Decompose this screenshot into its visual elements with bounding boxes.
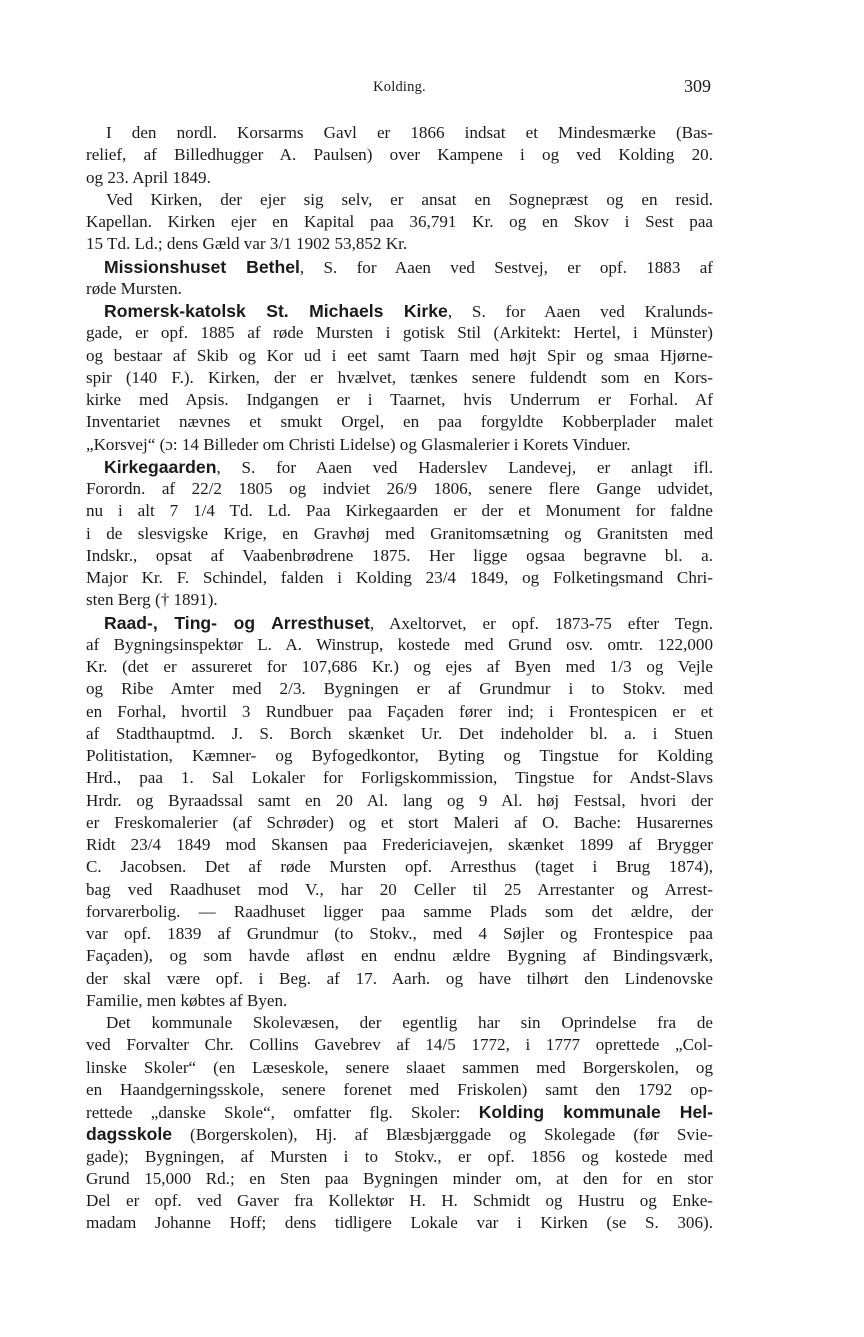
section-heading: Kolding kommunale Hel-: [478, 1102, 713, 1122]
text-line: 15 Td. Ld.; dens Gæld var 3/1 1902 53,852 Kr.: [86, 234, 408, 254]
text-run: , S. for Aaen ved Haderslev Landevej, er anlagt ifl.: [216, 457, 713, 477]
text-line: Inventariet nævnes et smukt Orgel, en paa forgyldte Kobberplader malet: [86, 412, 713, 432]
text-line: kirke med Apsis. Indgangen er i Taarnet, hvis Underrum er Forhal. Af: [86, 390, 713, 409]
text-line: Familie, men købtes af Byen.: [86, 990, 288, 1010]
text-line: relief, af Billedhugger A. Paulsen) over Kampene i og ved Kolding 20.: [86, 145, 713, 165]
text-line: røde Mursten.: [86, 278, 182, 298]
text-line: madam Johanne Hoff; dens tidligere Lokale var i Kirken (se S. 306).: [86, 1213, 713, 1233]
page-number: 309: [684, 76, 711, 96]
text-line: Major Kr. F. Schindel, falden i Kolding 23/4 1849, og Folketingsmand Chri-: [86, 568, 713, 587]
text-line: Façaden), og som havde afløst en endnu ældre Bygning af Bindingsværk,: [86, 946, 713, 966]
text-line: Indskr., opsat af Vaabenbrødrene 1875. Her ligge ogsaa begravne bl. a.: [86, 545, 713, 565]
text-line: [86, 256, 713, 278]
text-line: bag ved Raadhuset mod V., har 20 Celler til 25 Arrestanter og Arrest-: [86, 879, 713, 899]
text-line: gade); Bygningen, af Mursten i to Stokv., er opf. 1856 og kostede med: [86, 1146, 713, 1166]
text-line: Hrd., paa 1. Sal Lokaler for Forligskommission, Tingstue for Andst-Slavs: [86, 768, 713, 788]
text-line: „Korsvej“ (ɔ: 14 Billeder om Christi Lidelse) og Glasmalerier i Korets Vinduer.: [86, 434, 631, 454]
text-line: [86, 1101, 713, 1123]
text-line: [86, 300, 713, 322]
text-line: [86, 612, 713, 634]
text-line: spir (140 F.). Kirken, der er hvælvet, tænkes senere fuldendt som en Kors-: [86, 367, 713, 387]
text-line: Grund 15,000 Rd.; en Sten paa Bygningen minder om, at den for en stor: [86, 1168, 713, 1188]
section-heading: dagsskole: [86, 1124, 173, 1145]
text-line: Ved Kirken, der ejer sig selv, er ansat en Sognepræst og en resid.: [106, 189, 713, 209]
text-line: ved Forvalter Chr. Collins Gavebrev af 14/5 1772, i 1777 oprettede „Col-: [86, 1035, 713, 1055]
text-line: og 23. April 1849.: [86, 167, 211, 187]
text-line: Politistation, Kæmner- og Byfogedkontor, Byting og Tingstue for Kolding: [86, 746, 713, 765]
section-heading: Raad-, Ting- og Arresthuset: [104, 612, 370, 633]
text-line: og Ribe Amter med 2/3. Bygningen er af Grundmur i to Stokv. med: [86, 679, 713, 699]
text-line: og bestaar af Skib og Kor ud i eet samt Taarn med højt Spir og smaa Hjørne-: [86, 345, 713, 365]
text-line: I den nordl. Korsarms Gavl er 1866 indsat et Mindesmærke (Bas-: [106, 123, 713, 142]
text-line: var opf. 1839 af Grundmur (to Stokv., med 4 Søjler og Frontespice paa: [86, 924, 713, 943]
text-line: Det kommunale Skolevæsen, der egentlig har sin Oprindelse fra de: [106, 1013, 713, 1032]
text-line: nu i alt 7 1/4 Td. Ld. Paa Kirkegaarden er der et Monument for faldne: [86, 501, 713, 521]
text-line: en Forhal, hvortil 3 Rundbuer paa Façaden fører ind; i Frontespicen er et: [86, 701, 713, 721]
text-run: , S. for Aaen ved Kralunds-: [447, 302, 713, 321]
text-line: Ridt 23/4 1849 mod Skansen paa Fredericiavejen, skænket 1899 af Brygger: [86, 835, 713, 854]
text-line: C. Jacobsen. Det af røde Mursten opf. Arresthus (taget i Brug 1874),: [86, 857, 713, 877]
text-line: sten Berg († 1891).: [86, 590, 218, 610]
section-heading: Romersk-katolsk St. Michaels Kirke: [104, 301, 448, 321]
section-heading: Missionshuset Bethel: [104, 256, 300, 277]
text-line: er Freskomalerier (af Schrøder) og et stort Maleri af O. Bache: Husarernes: [86, 812, 713, 832]
text-line: en Haandgerningsskole, senere forenet med Friskolen) samt den 1792 op-: [86, 1079, 713, 1099]
text-line: [86, 456, 713, 478]
page-header: [86, 76, 713, 98]
text-line: Forordn. af 22/2 1805 og indviet 26/9 1806, senere flere Gange udvidet,: [86, 479, 713, 498]
text-line: gade, er opf. 1885 af røde Mursten i gotisk Stil (Arkitekt: Hertel, i Münster): [86, 323, 713, 343]
section-heading: Kirkegaarden: [104, 456, 217, 477]
text-line: Hrdr. og Byraadssal samt en 20 Al. lang og 9 Al. høj Festsal, hvori der: [86, 790, 713, 810]
page-body: [86, 122, 713, 1235]
text-line: af Bygningsinspektør L. A. Winstrup, kostede med Grund osv. omtr. 122,000: [86, 634, 713, 654]
text-run: rettede „danske Skole“, omfatter flg. Skoler:: [86, 1103, 479, 1122]
text-run: (Borgerskolen), Hj. af Blæsbjærggade og Skolegade (før Svie-: [172, 1125, 713, 1145]
text-line: af Stadthauptmd. J. S. Borch skænket Ur. Det indeholder bl. a. i Stuen: [86, 723, 713, 743]
text-run: , Axeltorvet, er opf. 1873-75 efter Tegn.: [369, 613, 713, 633]
text-line: forvarerbolig. — Raadhuset ligger paa samme Plads som det ældre, der: [86, 901, 713, 921]
text-line: der skal være opf. i Beg. af 17. Aarh. og have tilhørt den Lindenovske: [86, 968, 713, 988]
text-line: Del er opf. ved Gaver fra Kollektør H. H. Schmidt og Hustru og Enke-: [86, 1191, 713, 1210]
text-line: i de slesvigske Krige, en Gravhøj med Granitomsætning og Granitsten med: [86, 523, 713, 543]
text-line: linske Skoler“ (en Læseskole, senere slaaet sammen med Borgerskolen, og: [86, 1057, 713, 1077]
running-title: Kolding.: [373, 79, 426, 95]
text-line: [86, 1123, 713, 1145]
book-page: [86, 0, 713, 1337]
text-line: Kapellan. Kirken ejer en Kapital paa 36,791 Kr. og en Skov i Sest paa: [86, 212, 713, 231]
text-run: , S. for Aaen ved Sestvej, er opf. 1883 af: [299, 257, 713, 277]
text-line: Kr. (det er assureret for 107,686 Kr.) og ejes af Byen med 1/3 og Vejle: [86, 657, 713, 676]
